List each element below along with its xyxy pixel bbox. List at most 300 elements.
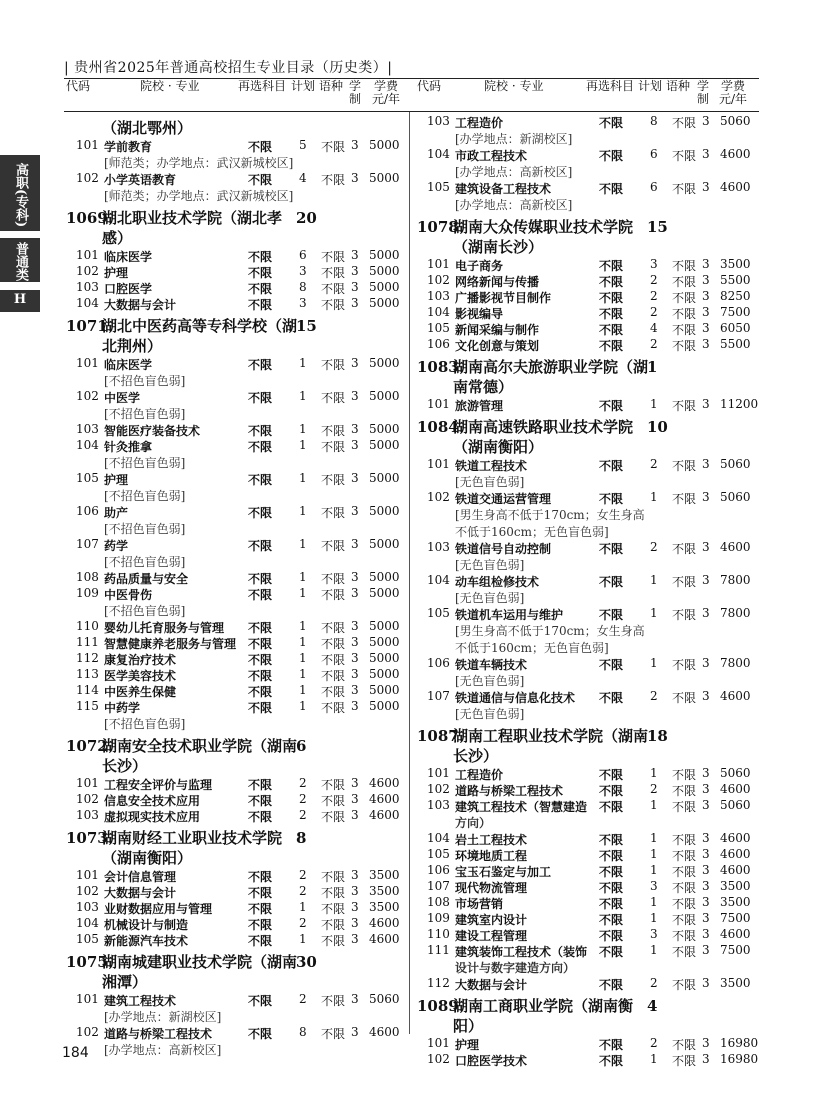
major-note: [不招色盲色弱] (104, 374, 186, 388)
major-plan: 1 (299, 586, 307, 600)
major-years: 3 (702, 289, 710, 303)
major-row (417, 305, 757, 321)
major-plan: 2 (299, 868, 307, 882)
major-subject: 不限 (248, 173, 273, 187)
major-name: 铁道机车运用与维护 (455, 608, 564, 622)
school-name-cont: 阳） (453, 1017, 484, 1035)
major-lang: 不限 (672, 323, 697, 337)
major-name: 虚拟现实技术应用 (104, 810, 201, 824)
major-fee: 7800 (720, 606, 751, 620)
major-note: [师范类；办学地点：武汉新城校区] (104, 189, 294, 203)
major-fee: 4600 (369, 1025, 400, 1039)
school-name-cont: 北荆州） (102, 337, 163, 355)
major-lang: 不限 (672, 1054, 697, 1068)
major-lang: 不限 (321, 1027, 346, 1041)
major-years: 3 (351, 651, 359, 665)
major-subject: 不限 (248, 140, 273, 154)
school-name: 湖南城建职业技术学院（湖南 (102, 953, 298, 971)
major-lang: 不限 (321, 588, 346, 602)
major-fee: 5000 (369, 586, 400, 600)
major-years: 3 (351, 586, 359, 600)
col-plan: 计划 (638, 79, 663, 93)
major-years: 3 (702, 863, 710, 877)
major-name: 现代物流管理 (455, 881, 528, 895)
major-years: 3 (702, 273, 710, 287)
major-name: 临床医学 (104, 250, 153, 264)
major-fee: 4600 (720, 863, 751, 877)
major-name: 中医骨伤 (104, 588, 153, 602)
major-note: 不低于160cm；无色盲色弱] (455, 525, 609, 539)
major-lang: 不限 (672, 849, 697, 863)
major-row (417, 831, 757, 847)
major-code: 101 (427, 1036, 450, 1050)
school-name: 湖南工商职业学院（湖南衡 (453, 997, 634, 1015)
major-years: 3 (702, 257, 710, 271)
major-subject: 不限 (248, 539, 273, 553)
school-code: 1075 (66, 953, 108, 971)
major-subject: 不限 (599, 833, 624, 847)
major-plan: 2 (299, 808, 307, 822)
side-tab-vocational: 高职(专科) (0, 155, 40, 231)
major-subject: 不限 (248, 870, 273, 884)
major-plan: 6 (650, 180, 658, 194)
major-lang: 不限 (672, 575, 697, 589)
major-plan: 2 (650, 289, 658, 303)
major-plan: 3 (650, 257, 658, 271)
major-row (417, 114, 757, 130)
major-fee: 5000 (369, 667, 400, 681)
major-name: 小学英语教育 (104, 173, 177, 187)
major-lang: 不限 (321, 794, 346, 808)
major-plan: 2 (650, 305, 658, 319)
major-subject: 不限 (248, 391, 273, 405)
major-years: 3 (351, 900, 359, 914)
major-years: 3 (702, 656, 710, 670)
major-subject: 不限 (248, 440, 273, 454)
major-years: 3 (351, 389, 359, 403)
major-subject: 不限 (248, 918, 273, 932)
major-subject: 不限 (248, 653, 273, 667)
school-name-cont: 长沙） (453, 747, 499, 765)
major-note: [师范类；办学地点：武汉新城校区] (104, 156, 294, 170)
major-note: [无色盲色弱] (455, 475, 525, 489)
major-name: 临床医学 (104, 358, 153, 372)
major-note: [不招色盲色弱] (104, 604, 186, 618)
major-name: 动车组检修技术 (455, 575, 540, 589)
major-plan: 1 (650, 1052, 658, 1066)
major-subject: 不限 (248, 934, 273, 948)
school-code: 1072 (66, 737, 108, 755)
school-name-cont: （湖南衡阳） (453, 438, 544, 456)
major-row (417, 911, 757, 927)
major-fee: 4600 (720, 540, 751, 554)
major-plan: 8 (299, 280, 307, 294)
major-code: 103 (427, 798, 450, 812)
school-code: 1071 (66, 317, 108, 335)
major-lang: 不限 (321, 391, 346, 405)
major-row (66, 884, 406, 900)
major-row (417, 976, 757, 992)
col-lang: 语种 (666, 79, 691, 93)
major-row (417, 490, 757, 506)
major-years: 3 (702, 321, 710, 335)
major-fee: 5000 (369, 635, 400, 649)
school-name-cont: 南常德） (453, 378, 514, 396)
major-subject: 不限 (248, 282, 273, 296)
major-note: [办学地点：新湖校区] (455, 132, 573, 146)
major-code: 103 (76, 422, 99, 436)
major-name: 口腔医学 (104, 282, 153, 296)
major-years: 3 (702, 606, 710, 620)
major-row (66, 667, 406, 683)
major-subject: 不限 (599, 1054, 624, 1068)
major-code: 101 (76, 356, 99, 370)
major-subject: 不限 (248, 588, 273, 602)
major-plan: 2 (650, 457, 658, 471)
major-plan: 3 (299, 264, 307, 278)
major-code: 102 (76, 264, 99, 278)
school-code: 1083 (417, 358, 459, 376)
major-row (417, 1052, 757, 1068)
major-note: [不招色盲色弱] (104, 717, 186, 731)
major-code: 109 (76, 586, 99, 600)
major-row (417, 540, 757, 556)
major-subject: 不限 (599, 116, 624, 130)
major-lang: 不限 (672, 897, 697, 911)
major-plan: 2 (650, 273, 658, 287)
major-plan: 1 (650, 847, 658, 861)
major-subject: 不限 (599, 800, 624, 814)
major-name: 药品质量与安全 (104, 572, 189, 586)
major-subject: 不限 (599, 768, 624, 782)
major-name: 建筑工程技术（智慧建造 (455, 800, 588, 814)
major-name: 康复治疗技术 (104, 653, 177, 667)
major-name: 岩土工程技术 (455, 833, 528, 847)
major-name-cont: 方向） (455, 816, 492, 830)
major-plan: 1 (650, 863, 658, 877)
major-fee: 3500 (720, 257, 751, 271)
major-subject: 不限 (248, 794, 273, 808)
major-name: 宝玉石鉴定与加工 (455, 865, 552, 879)
major-lang: 不限 (672, 768, 697, 782)
school-name-cont: 感） (102, 229, 133, 247)
major-lang: 不限 (321, 637, 346, 651)
major-code: 102 (427, 782, 450, 796)
major-fee: 5000 (369, 264, 400, 278)
major-subject: 不限 (248, 886, 273, 900)
major-fee: 3500 (720, 895, 751, 909)
school-header (66, 316, 406, 356)
major-years: 3 (351, 683, 359, 697)
major-row (66, 171, 406, 187)
major-subject: 不限 (599, 913, 624, 927)
major-plan: 1 (299, 900, 307, 914)
major-name: 铁道交通运营管理 (455, 492, 552, 506)
major-row (66, 932, 406, 948)
major-fee: 5000 (369, 438, 400, 452)
major-row (66, 471, 406, 487)
col-years: 学 制 (348, 79, 361, 106)
major-subject: 不限 (599, 339, 624, 353)
major-fee: 7800 (720, 656, 751, 670)
major-code: 102 (76, 171, 99, 185)
major-years: 3 (351, 296, 359, 310)
major-row (66, 422, 406, 438)
major-plan: 1 (650, 895, 658, 909)
major-fee: 4600 (720, 147, 751, 161)
major-subject: 不限 (599, 323, 624, 337)
major-name: 市场营销 (455, 897, 504, 911)
major-lang: 不限 (672, 542, 697, 556)
major-fee: 3500 (720, 976, 751, 990)
major-row (66, 683, 406, 699)
major-lang: 不限 (672, 275, 697, 289)
major-plan: 1 (650, 943, 658, 957)
major-name: 护理 (455, 1038, 480, 1052)
major-lang: 不限 (321, 934, 346, 948)
major-years: 3 (702, 927, 710, 941)
school-header (66, 118, 406, 138)
major-lang: 不限 (321, 266, 346, 280)
school-plan: 15 (647, 218, 668, 236)
major-row (417, 895, 757, 911)
major-subject: 不限 (599, 897, 624, 911)
major-subject: 不限 (248, 298, 273, 312)
major-code: 104 (76, 916, 99, 930)
major-name: 道路与桥梁工程技术 (104, 1027, 213, 1041)
major-years: 3 (351, 667, 359, 681)
major-plan: 1 (650, 490, 658, 504)
major-code: 115 (76, 699, 99, 713)
major-note: [不招色盲色弱] (104, 407, 186, 421)
major-plan: 1 (299, 667, 307, 681)
major-lang: 不限 (321, 250, 346, 264)
major-plan: 4 (650, 321, 658, 335)
major-note: [不招色盲色弱] (104, 489, 186, 503)
major-code: 104 (76, 296, 99, 310)
major-name: 工程造价 (455, 768, 504, 782)
major-code: 114 (76, 683, 99, 697)
major-code: 111 (427, 943, 450, 957)
major-subject: 不限 (248, 506, 273, 520)
major-row (66, 537, 406, 553)
school-name: 湖北职业技术学院（湖北孝 (102, 209, 283, 227)
major-code: 103 (76, 900, 99, 914)
major-years: 3 (351, 171, 359, 185)
col-subject: 再选科目 (238, 79, 287, 93)
major-fee: 4600 (720, 689, 751, 703)
major-plan: 1 (650, 831, 658, 845)
major-note: [办学地点：新湖校区] (104, 1010, 222, 1024)
major-note: [办学地点：高新校区] (455, 198, 573, 212)
major-plan: 2 (650, 976, 658, 990)
major-row (417, 606, 757, 622)
major-code: 102 (76, 884, 99, 898)
side-tab-general: 普通类 (0, 238, 40, 282)
major-fee: 5000 (369, 471, 400, 485)
major-years: 3 (351, 264, 359, 278)
major-row (66, 651, 406, 667)
major-subject: 不限 (599, 275, 624, 289)
major-subject: 不限 (248, 621, 273, 635)
major-name: 护理 (104, 473, 129, 487)
major-code: 106 (76, 504, 99, 518)
school-name-cont: 长沙） (102, 757, 148, 775)
school-name: 湖南安全技术职业学院（湖南 (102, 737, 298, 755)
major-subject: 不限 (599, 542, 624, 556)
major-fee: 7500 (720, 943, 751, 957)
major-code: 112 (76, 651, 99, 665)
major-lang: 不限 (321, 701, 346, 715)
major-lang: 不限 (672, 182, 697, 196)
major-plan: 1 (299, 683, 307, 697)
major-row (417, 782, 757, 798)
major-row (66, 868, 406, 884)
major-lang: 不限 (321, 653, 346, 667)
major-row (417, 798, 757, 814)
major-plan: 1 (650, 573, 658, 587)
major-plan: 4 (299, 171, 307, 185)
major-code: 101 (76, 776, 99, 790)
major-subject: 不限 (248, 250, 273, 264)
major-plan: 1 (650, 397, 658, 411)
major-subject: 不限 (599, 945, 624, 959)
major-subject: 不限 (599, 691, 624, 705)
major-row (417, 289, 757, 305)
major-code: 106 (427, 863, 450, 877)
school-code: 1087 (417, 727, 459, 745)
major-code: 104 (427, 831, 450, 845)
major-name: 网络新闻与传播 (455, 275, 540, 289)
major-lang: 不限 (321, 358, 346, 372)
major-years: 3 (702, 114, 710, 128)
major-years: 3 (351, 884, 359, 898)
major-lang: 不限 (672, 399, 697, 413)
major-fee: 5000 (369, 683, 400, 697)
major-name: 口腔医学技术 (455, 1054, 528, 1068)
major-row (417, 766, 757, 782)
major-lang: 不限 (672, 492, 697, 506)
major-name: 建筑设备工程技术 (455, 182, 552, 196)
major-row (66, 992, 406, 1008)
major-name-cont: 设计与数字建造方向） (455, 961, 576, 975)
col-fee: 学费 元/年 (718, 79, 748, 106)
major-row (66, 900, 406, 916)
major-lang: 不限 (321, 173, 346, 187)
major-row (66, 635, 406, 651)
major-plan: 1 (299, 422, 307, 436)
major-fee: 4600 (720, 180, 751, 194)
major-years: 3 (702, 490, 710, 504)
major-years: 3 (702, 798, 710, 812)
major-fee: 5000 (369, 296, 400, 310)
major-note: [无色盲色弱] (455, 591, 525, 605)
major-years: 3 (702, 1052, 710, 1066)
major-subject: 不限 (599, 575, 624, 589)
major-code: 105 (427, 321, 450, 335)
major-fee: 4600 (720, 831, 751, 845)
major-code: 112 (427, 976, 450, 990)
major-plan: 1 (299, 438, 307, 452)
major-row (417, 273, 757, 289)
school-plan: 10 (647, 418, 668, 436)
major-fee: 5000 (369, 138, 400, 152)
major-code: 102 (427, 1052, 450, 1066)
major-note: [不招色盲色弱] (104, 555, 186, 569)
major-fee: 5060 (369, 992, 400, 1006)
major-years: 3 (351, 280, 359, 294)
major-name: 护理 (104, 266, 129, 280)
major-name: 铁道车辆技术 (455, 658, 528, 672)
major-plan: 3 (650, 927, 658, 941)
major-years: 3 (702, 337, 710, 351)
major-note: [男生身高不低于170cm；女生身高 (455, 508, 645, 522)
major-code: 113 (76, 667, 99, 681)
major-plan: 3 (650, 879, 658, 893)
school-name-cont: （湖南长沙） (453, 238, 544, 256)
major-name: 市政工程技术 (455, 149, 528, 163)
major-lang: 不限 (672, 945, 697, 959)
major-years: 3 (702, 457, 710, 471)
major-plan: 1 (299, 570, 307, 584)
major-row (66, 619, 406, 635)
major-plan: 1 (299, 635, 307, 649)
major-lang: 不限 (672, 978, 697, 992)
major-name: 文化创意与策划 (455, 339, 540, 353)
major-years: 3 (351, 471, 359, 485)
major-code: 101 (427, 257, 450, 271)
col-fee: 学费 元/年 (371, 79, 401, 106)
major-name: 学前教育 (104, 140, 153, 154)
major-lang: 不限 (321, 424, 346, 438)
major-row (417, 1036, 757, 1052)
major-plan: 2 (650, 689, 658, 703)
major-plan: 1 (650, 911, 658, 925)
major-lang: 不限 (321, 778, 346, 792)
major-row (417, 863, 757, 879)
major-plan: 1 (299, 389, 307, 403)
school-plan: 18 (647, 727, 668, 745)
major-fee: 7800 (720, 573, 751, 587)
school-name: 湖南工程职业技术学院（湖南 (453, 727, 649, 745)
major-subject: 不限 (599, 784, 624, 798)
major-row (417, 879, 757, 895)
major-code: 102 (427, 273, 450, 287)
major-name: 铁道工程技术 (455, 459, 528, 473)
major-code: 102 (76, 1025, 99, 1039)
major-subject: 不限 (248, 473, 273, 487)
major-years: 3 (351, 422, 359, 436)
major-plan: 1 (299, 651, 307, 665)
major-fee: 5060 (720, 798, 751, 812)
major-name: 建筑工程技术 (104, 994, 177, 1008)
major-name: 电子商务 (455, 259, 504, 273)
major-years: 3 (702, 397, 710, 411)
major-lang: 不限 (321, 282, 346, 296)
major-subject: 不限 (599, 658, 624, 672)
major-lang: 不限 (321, 506, 346, 520)
major-row (66, 1025, 406, 1041)
major-lang: 不限 (672, 833, 697, 847)
major-name: 建筑装饰工程技术（装饰 (455, 945, 588, 959)
major-years: 3 (351, 504, 359, 518)
major-plan: 1 (650, 766, 658, 780)
major-code: 101 (76, 992, 99, 1006)
major-lang: 不限 (321, 440, 346, 454)
major-lang: 不限 (321, 140, 346, 154)
major-row (417, 457, 757, 473)
major-years: 3 (702, 782, 710, 796)
